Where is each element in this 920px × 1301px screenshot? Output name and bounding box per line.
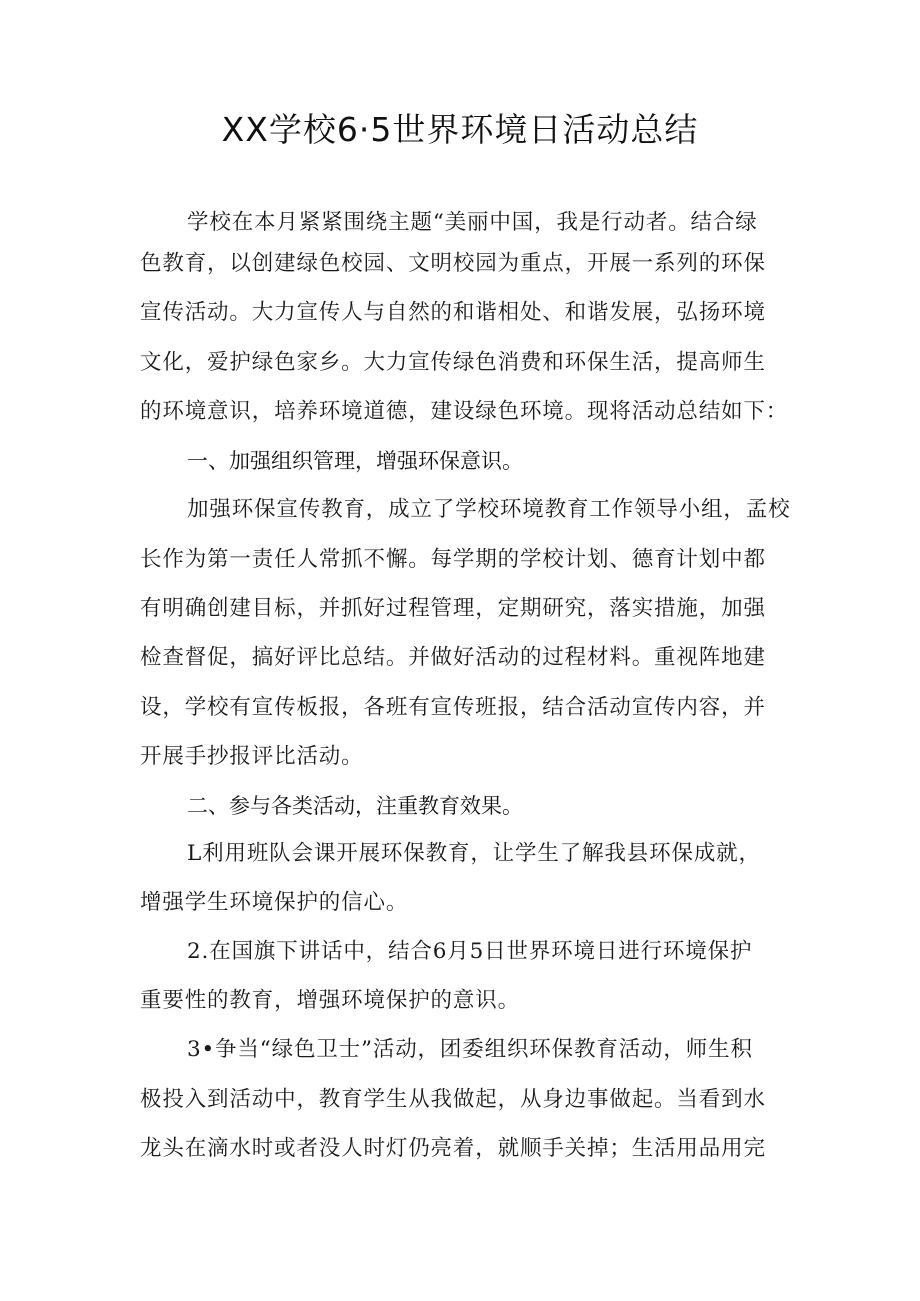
paragraph-line: 开展手抄报评比活动。 — [140, 744, 364, 769]
paragraph-line: 文化，爱护绿色家乡。大力宣传绿色消费和环保生活，提高师生 — [140, 350, 766, 375]
paragraph-line: 2.在国旗下讲话中，结合6月5日世界环境日进行环境保护 — [187, 939, 753, 964]
paragraph-line: 重要性的教育，增强环境保护的意识。 — [140, 988, 520, 1013]
paragraph-line: 3•争当“绿色卫士”活动，团委组织环保教育活动，师生积 — [187, 1037, 753, 1062]
paragraph-line: 色教育，以创建绿色校园、文明校园为重点，开展一系列的环保 — [140, 251, 766, 276]
paragraph-line: 增强学生环境保护的信心。 — [140, 890, 409, 915]
paragraph-line: 加强环保宣传教育，成立了学校环境教育工作领导小组，孟校 — [187, 497, 791, 522]
section-heading: 二、参与各类活动，注重教育效果。 — [187, 794, 523, 818]
page-title: XX学校6·5世界环境日活动总结 — [221, 110, 699, 149]
paragraph-line: 学校在本月紧紧围绕主题“美丽中国，我是行动者。结合绿 — [187, 210, 758, 235]
paragraph-line: 的环境意识，培养环境道德，建设绿色环境。现将活动总结如下： — [140, 399, 789, 424]
section-heading: 一、加强组织管理，增强环保意识。 — [187, 449, 523, 473]
paragraph-line: 极投入到活动中，教育学生从我做起，从身边事做起。当看到水 — [140, 1087, 766, 1112]
paragraph-line: L利用班队会课开展环保教育，让学生了解我县环保成就， — [187, 841, 761, 866]
paragraph-line: 龙头在滴水时或者没人时灯仍亮着，就顺手关掉；生活用品用完 — [140, 1136, 766, 1161]
paragraph-line: 长作为第一责任人常抓不懈。每学期的学校计划、德育计划中都 — [140, 547, 766, 572]
paragraph-line: 宣传活动。大力宣传人与自然的和谐相处、和谐发展，弘扬环境 — [140, 300, 766, 325]
paragraph-line: 设，学校有宣传板报，各班有宣传班报，结合活动宣传内容，并 — [140, 695, 766, 720]
paragraph-line: 检查督促，搞好评比总结。并做好活动的过程材料。重视阵地建 — [140, 645, 766, 670]
paragraph-line: 有明确创建目标，并抓好过程管理，定期研究，落实措施，加强 — [140, 596, 766, 621]
